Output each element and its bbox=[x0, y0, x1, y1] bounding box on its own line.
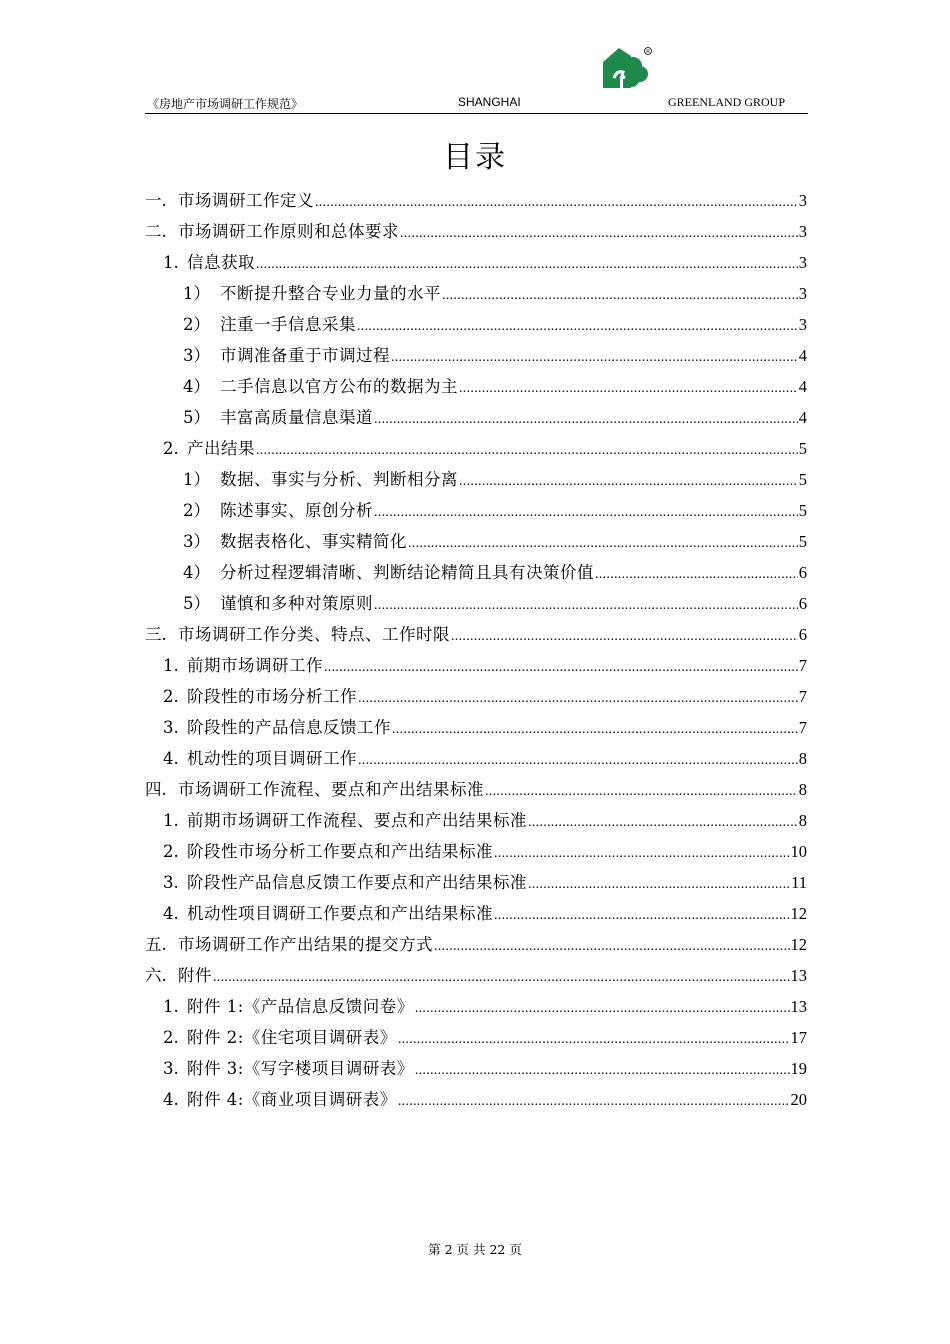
toc-entry-number: 3. bbox=[163, 873, 179, 892]
toc-entry-number: 3. bbox=[163, 718, 179, 737]
toc-entry-page: 10 bbox=[790, 842, 807, 861]
toc-entry-number: 2. bbox=[163, 687, 179, 706]
toc-entry[interactable] bbox=[145, 309, 807, 340]
toc-dot-leader bbox=[451, 621, 798, 652]
page-header bbox=[0, 0, 950, 120]
toc-entry-title: 注重一手信息采集 bbox=[220, 315, 356, 334]
toc-entry[interactable] bbox=[145, 402, 807, 433]
toc-dot-leader bbox=[595, 559, 798, 590]
toc-entry-page: 5 bbox=[798, 439, 807, 458]
toc-entry-title: 数据表格化、事实精简化 bbox=[220, 532, 407, 551]
toc-entry-title: 阶段性的市场分析工作 bbox=[187, 687, 357, 706]
toc-entry[interactable] bbox=[145, 681, 807, 712]
toc-dot-leader bbox=[398, 1024, 790, 1055]
toc-entry-title: 二手信息以官方公布的数据为主 bbox=[220, 377, 458, 396]
toc-entry[interactable] bbox=[145, 495, 807, 526]
toc-dot-leader bbox=[442, 280, 798, 311]
toc-dot-leader bbox=[374, 497, 798, 528]
header-divider bbox=[145, 113, 808, 114]
toc-entry[interactable] bbox=[145, 619, 807, 650]
toc-entry-title: 附件 bbox=[178, 966, 212, 985]
toc-dot-leader bbox=[400, 218, 798, 249]
toc-entry[interactable] bbox=[145, 960, 807, 991]
toc-entry-title: 附件 1:《产品信息反馈问卷》 bbox=[187, 997, 414, 1016]
toc-dot-leader bbox=[213, 962, 790, 993]
toc-entry-page: 3 bbox=[798, 315, 807, 334]
toc-entry-title: 附件 4:《商业项目调研表》 bbox=[187, 1090, 397, 1109]
toc-entry-page: 20 bbox=[790, 1090, 807, 1109]
toc-entry[interactable] bbox=[145, 216, 807, 247]
table-of-contents bbox=[145, 185, 807, 1115]
svg-text:R: R bbox=[646, 48, 650, 55]
toc-entry-page: 5 bbox=[798, 470, 807, 489]
toc-entry-number: 1） bbox=[183, 284, 210, 303]
toc-entry[interactable] bbox=[145, 1084, 807, 1115]
toc-entry[interactable] bbox=[145, 867, 807, 898]
toc-dot-leader bbox=[408, 528, 798, 559]
toc-entry-page: 19 bbox=[790, 1059, 807, 1078]
toc-entry-title: 市场调研工作原则和总体要求 bbox=[178, 222, 399, 241]
header-document-title: 《房地产市场调研工作规范》 bbox=[147, 97, 304, 111]
toc-entry-page: 13 bbox=[790, 966, 807, 985]
toc-entry-title: 分析过程逻辑清晰、判断结论精简且具有决策价值 bbox=[220, 563, 594, 582]
toc-entry[interactable] bbox=[145, 805, 807, 836]
toc-entry-number: 1. bbox=[163, 253, 179, 272]
toc-entry-page: 4 bbox=[798, 346, 807, 365]
toc-entry-number: 4. bbox=[163, 904, 179, 923]
toc-dot-leader bbox=[494, 900, 790, 931]
page-footer: 第 2 页 共 22 页 bbox=[428, 1242, 522, 1257]
toc-entry[interactable] bbox=[145, 991, 807, 1022]
toc-entry-page: 8 bbox=[798, 811, 807, 830]
toc-dot-leader bbox=[459, 373, 798, 404]
toc-entry-title: 前期市场调研工作 bbox=[187, 656, 323, 675]
toc-entry-page: 17 bbox=[790, 1028, 807, 1047]
toc-entry-number: 5） bbox=[183, 408, 210, 427]
toc-dot-leader bbox=[374, 404, 798, 435]
toc-entry-number: 1. bbox=[163, 656, 179, 675]
toc-entry-page: 7 bbox=[798, 656, 807, 675]
toc-entry-title: 阶段性产品信息反馈工作要点和产出结果标准 bbox=[187, 873, 527, 892]
toc-dot-leader bbox=[459, 466, 798, 497]
toc-entry[interactable] bbox=[145, 836, 807, 867]
toc-dot-leader bbox=[415, 1055, 790, 1086]
toc-entry-page: 3 bbox=[798, 222, 807, 241]
toc-dot-leader bbox=[358, 683, 798, 714]
toc-entry[interactable] bbox=[145, 1022, 807, 1053]
toc-entry-page: 8 bbox=[798, 780, 807, 799]
toc-entry-page: 12 bbox=[790, 904, 807, 923]
toc-entry-number: 1） bbox=[183, 470, 210, 489]
toc-entry-title: 谨慎和多种对策原则 bbox=[220, 594, 373, 613]
toc-dot-leader bbox=[398, 1086, 790, 1117]
toc-entry[interactable] bbox=[145, 340, 807, 371]
toc-entry-page: 11 bbox=[791, 873, 807, 892]
toc-entry[interactable] bbox=[145, 650, 807, 681]
toc-entry-number: 2. bbox=[163, 1028, 179, 1047]
toc-entry-title: 机动性项目调研工作要点和产出结果标准 bbox=[187, 904, 493, 923]
toc-entry-title: 阶段性的产品信息反馈工作 bbox=[187, 718, 391, 737]
toc-entry-title: 市场调研工作产出结果的提交方式 bbox=[178, 935, 433, 954]
toc-entry[interactable] bbox=[145, 774, 807, 805]
toc-entry-number: 3） bbox=[183, 346, 210, 365]
toc-entry[interactable] bbox=[145, 185, 807, 216]
toc-entry[interactable] bbox=[145, 1053, 807, 1084]
toc-entry-number: 六. bbox=[145, 966, 167, 985]
toc-entry[interactable] bbox=[145, 898, 807, 929]
toc-entry[interactable] bbox=[145, 433, 807, 464]
greenland-tree-logo-icon bbox=[601, 46, 653, 90]
toc-entry[interactable] bbox=[145, 526, 807, 557]
toc-entry-title: 附件 3:《写字楼项目调研表》 bbox=[187, 1059, 414, 1078]
toc-entry-page: 4 bbox=[798, 377, 807, 396]
toc-entry-title: 阶段性市场分析工作要点和产出结果标准 bbox=[187, 842, 493, 861]
toc-entry-page: 3 bbox=[798, 253, 807, 272]
toc-entry-number: 二. bbox=[145, 222, 167, 241]
toc-entry-page: 5 bbox=[798, 532, 807, 551]
header-city: SHANGHAI bbox=[458, 95, 521, 109]
toc-dot-leader bbox=[415, 993, 790, 1024]
toc-entry-title: 市场调研工作定义 bbox=[178, 191, 314, 210]
toc-entry-number: 2. bbox=[163, 439, 179, 458]
toc-dot-leader bbox=[494, 838, 790, 869]
toc-entry-title: 不断提升整合专业力量的水平 bbox=[220, 284, 441, 303]
toc-entry-number: 3） bbox=[183, 532, 210, 551]
toc-entry-title: 机动性的项目调研工作 bbox=[187, 749, 357, 768]
toc-dot-leader bbox=[374, 590, 798, 621]
toc-entry-number: 2） bbox=[183, 501, 210, 520]
toc-entry-number: 2. bbox=[163, 842, 179, 861]
page-title: 目录 bbox=[443, 140, 507, 175]
toc-dot-leader bbox=[391, 342, 798, 373]
toc-dot-leader bbox=[358, 745, 798, 776]
toc-dot-leader bbox=[434, 931, 790, 962]
toc-entry-title: 前期市场调研工作流程、要点和产出结果标准 bbox=[187, 811, 527, 830]
toc-entry[interactable] bbox=[145, 464, 807, 495]
toc-entry-title: 数据、事实与分析、判断相分离 bbox=[220, 470, 458, 489]
toc-entry-number: 5） bbox=[183, 594, 210, 613]
toc-entry-page: 7 bbox=[798, 687, 807, 706]
toc-entry[interactable] bbox=[145, 712, 807, 743]
toc-entry-number: 1. bbox=[163, 811, 179, 830]
toc-entry[interactable] bbox=[145, 557, 807, 588]
toc-entry-title: 陈述事实、原创分析 bbox=[220, 501, 373, 520]
toc-dot-leader bbox=[256, 435, 798, 466]
toc-entry-page: 6 bbox=[798, 625, 807, 644]
toc-dot-leader bbox=[392, 714, 798, 745]
toc-entry[interactable] bbox=[145, 588, 807, 619]
toc-entry-page: 13 bbox=[790, 997, 807, 1016]
toc-dot-leader bbox=[528, 869, 790, 900]
toc-entry-number: 1. bbox=[163, 997, 179, 1016]
toc-entry-page: 12 bbox=[790, 935, 807, 954]
toc-entry-number: 四. bbox=[145, 780, 167, 799]
toc-dot-leader bbox=[315, 187, 798, 218]
toc-dot-leader bbox=[485, 776, 798, 807]
toc-entry-title: 产出结果 bbox=[187, 439, 255, 458]
toc-entry-number: 五. bbox=[145, 935, 167, 954]
toc-entry[interactable] bbox=[145, 247, 807, 278]
toc-entry-title: 丰富高质量信息渠道 bbox=[220, 408, 373, 427]
toc-entry-page: 3 bbox=[798, 191, 807, 210]
toc-entry-number: 三. bbox=[145, 625, 167, 644]
toc-entry-number: 4. bbox=[163, 1090, 179, 1109]
toc-dot-leader bbox=[528, 807, 798, 838]
toc-entry-number: 4） bbox=[183, 377, 210, 396]
toc-entry-number: 3. bbox=[163, 1059, 179, 1078]
toc-dot-leader bbox=[324, 652, 798, 683]
toc-entry-title: 市调准备重于市调过程 bbox=[220, 346, 390, 365]
toc-entry-page: 3 bbox=[798, 284, 807, 303]
toc-dot-leader bbox=[256, 249, 798, 280]
toc-entry[interactable] bbox=[145, 743, 807, 774]
toc-entry-title: 市场调研工作流程、要点和产出结果标准 bbox=[178, 780, 484, 799]
toc-entry-number: 一. bbox=[145, 191, 167, 210]
toc-entry-title: 附件 2:《住宅项目调研表》 bbox=[187, 1028, 397, 1047]
toc-entry-page: 8 bbox=[798, 749, 807, 768]
toc-entry-page: 6 bbox=[798, 594, 807, 613]
toc-entry-page: 7 bbox=[798, 718, 807, 737]
toc-entry-title: 市场调研工作分类、特点、工作时限 bbox=[178, 625, 450, 644]
toc-entry[interactable] bbox=[145, 371, 807, 402]
toc-entry-page: 5 bbox=[798, 501, 807, 520]
toc-entry-number: 2） bbox=[183, 315, 210, 334]
toc-entry[interactable] bbox=[145, 929, 807, 960]
toc-entry-number: 4） bbox=[183, 563, 210, 582]
toc-entry-page: 4 bbox=[798, 408, 807, 427]
toc-entry-title: 信息获取 bbox=[187, 253, 255, 272]
toc-entry-page: 6 bbox=[798, 563, 807, 582]
toc-entry[interactable] bbox=[145, 278, 807, 309]
toc-dot-leader bbox=[357, 311, 798, 342]
header-company: GREENLAND GROUP bbox=[668, 95, 785, 109]
toc-entry-number: 4. bbox=[163, 749, 179, 768]
